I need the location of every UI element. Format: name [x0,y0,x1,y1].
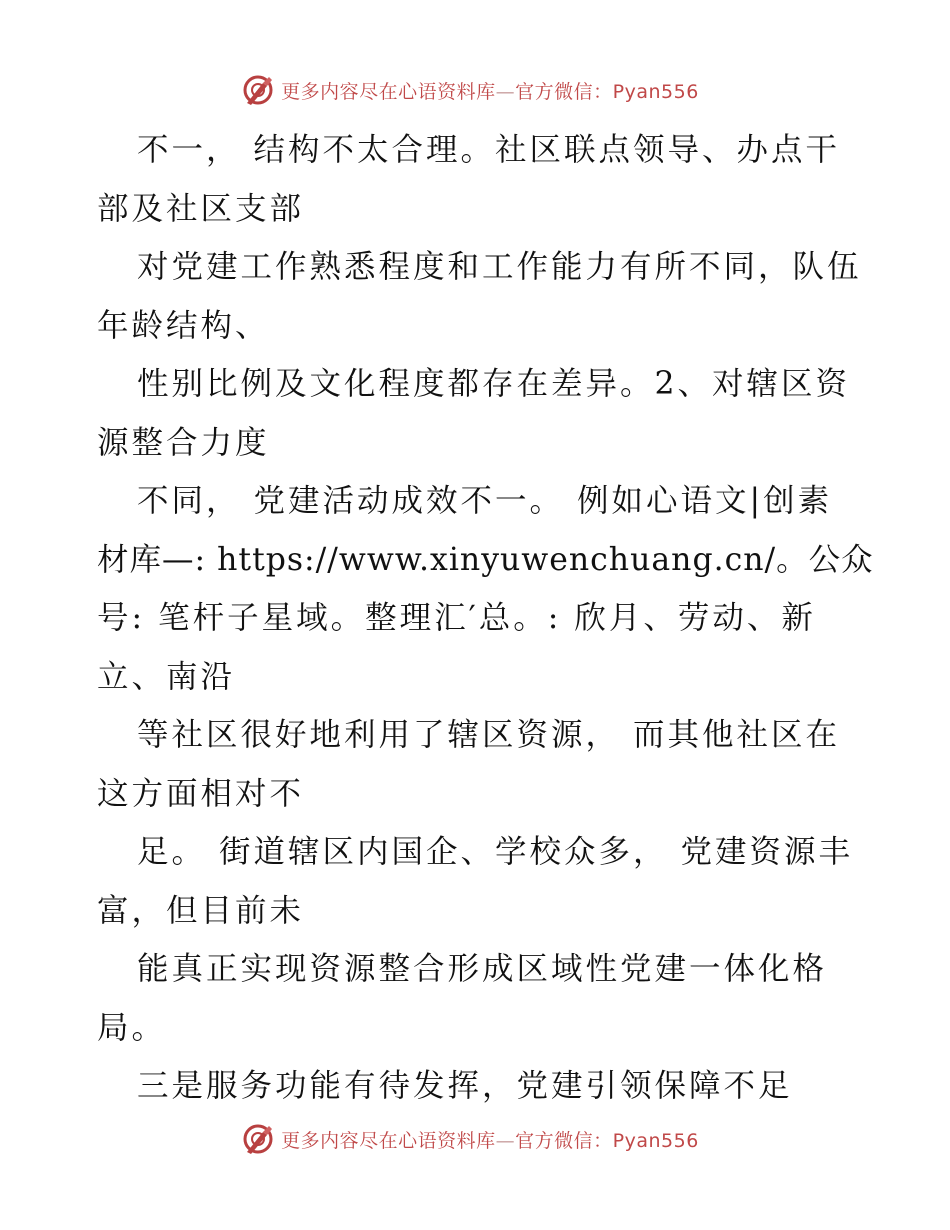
body-line-text: 年龄结构、 [97,307,270,344]
body-line [97,882,857,941]
body-line-text: 对党建工作熟悉程度和工作能力有所不同，队伍 [137,249,862,285]
body-line [97,1057,857,1116]
body-line [97,355,857,414]
document-body [97,121,874,1116]
body-line [97,121,857,180]
body-line [97,765,857,824]
body-line [97,999,857,1058]
body-line [97,297,857,356]
header-banner-content [241,73,699,107]
footer-banner-text [281,1126,699,1153]
body-line [97,940,857,999]
footer-banner-content [241,1122,699,1156]
body-line-text: 能真正实现资源整合形成区域性党建一体化格 [137,951,828,987]
header-brand-text: 更多内容尽在心语资料库 [281,80,496,103]
body-line [97,589,857,648]
body-line [97,823,857,882]
body-line-text: 号: 笔杆子星域。整理汇′总。: 欣月、劳动、新 [97,600,816,636]
header-contact-text: 官方微信：Pyan556 [515,80,699,103]
footer-contact-text: 官方微信：Pyan556 [515,1129,699,1152]
body-line-text: 不一， 结构不太合理。社区联点领导、办点干 [137,132,841,168]
body-line-text: 局。 [97,1009,167,1046]
body-line-text: 这方面相对不 [97,775,305,812]
body-line-text: 材库—: https://www.xinyuwenchuang.cn/。公众 [97,541,874,578]
body-line [97,706,857,765]
header-banner [0,70,950,110]
body-line-text: 部及社区支部 [97,190,305,227]
body-line [97,472,857,531]
footer-separator: — [495,1129,516,1152]
body-line-text: 等社区很好地利用了辖区资源， 而其他社区在 [137,717,841,753]
body-line-text: 富，但目前未 [97,892,305,929]
body-line-text: 三是服务功能有待发挥，党建引领保障不足 [137,1068,793,1104]
footer-banner [0,1119,950,1159]
pen-logo-icon [241,1122,275,1156]
body-line [97,238,862,297]
body-line-text: 不同， 党建活动成效不一。 例如心语文|创素 [137,483,833,519]
body-line-text: 立、南沿 [97,658,236,695]
body-line-text: 性别比例及文化程度都存在差异。2、对辖区资 [137,366,851,402]
header-banner-text [281,77,699,104]
body-line [97,180,857,239]
footer-brand-text: 更多内容尽在心语资料库 [281,1129,496,1152]
body-line-text: 足。 街道辖区内国企、学校众多， 党建资源丰 [137,834,854,870]
body-line [97,531,874,590]
body-line-text: 源整合力度 [97,424,270,461]
pen-logo-icon [241,73,275,107]
body-line [97,648,857,707]
header-separator: — [495,80,516,103]
body-line [97,414,857,473]
